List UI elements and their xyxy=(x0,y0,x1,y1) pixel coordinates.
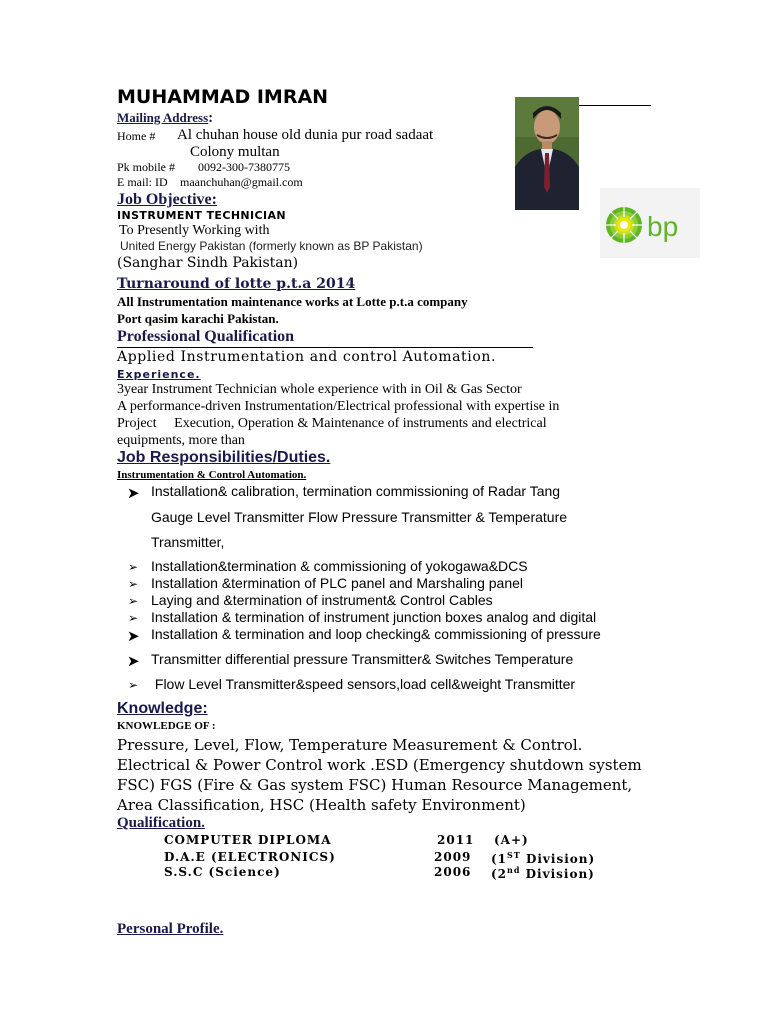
experience-heading: Experience. xyxy=(117,368,201,381)
list-item: Installation &termination of PLC panel and Marshaling panel xyxy=(151,575,524,591)
list-item: Installation& calibration, termination commissioning of Radar Tang xyxy=(151,483,561,499)
bullet-arrow-icon: ➤ xyxy=(127,654,140,670)
grade-text: (2 xyxy=(491,867,508,881)
bp-logo xyxy=(600,188,700,258)
experience-line1: 3year Instrument Technician whole experience with in Oil & Gas Sector xyxy=(117,382,522,397)
bullet-arrow-icon: ➢ xyxy=(128,577,139,591)
qualification-name: D.A.E (ELECTRONICS) xyxy=(164,850,336,864)
list-item: Gauge Level Transmitter Flow Pressure Transmitter & Temperature xyxy=(151,509,568,525)
qualification-name: COMPUTER DIPLOMA xyxy=(164,833,332,847)
objective-heading: Job Objective: xyxy=(117,191,217,208)
responsibilities-subheading: Instrumentation & Control Automation. xyxy=(117,469,307,481)
list-item: Installation & termination of instrument junction boxes analog and digital xyxy=(151,609,597,625)
grade-superscript: nd xyxy=(507,865,521,875)
mailing-heading xyxy=(117,110,213,127)
qualification-year: 2011 xyxy=(437,833,475,847)
list-item: Installation & termination and loop checking& commissioning of pressure xyxy=(151,626,601,642)
responsibilities-heading: Job Responsibilities/Duties. xyxy=(117,449,331,466)
qualification-heading: Qualification. xyxy=(117,815,205,831)
turnaround-line2: Port qasim karachi Pakistan. xyxy=(117,311,279,326)
list-item: Transmitter differential pressure Transmitter& Switches Temperature xyxy=(151,651,574,667)
qualification-grade xyxy=(491,850,595,866)
professional-heading: Professional Qualification xyxy=(117,328,295,345)
objective-line2: United Energy Pakistan (formerly known as BP Pakistan) xyxy=(120,239,423,253)
list-item: Laying and &termination of instrument& Control Cables xyxy=(151,592,493,608)
bullet-arrow-icon: ➢ xyxy=(128,560,139,574)
svg-text:bp: bp xyxy=(647,211,679,242)
knowledge-line1: Pressure, Level, Flow, Temperature Measurement & Control. xyxy=(117,736,583,754)
experience-line2: A performance-driven Instrumentation/Electrical professional with expertise in xyxy=(117,399,560,414)
experience-line4: equipments, more than xyxy=(117,433,245,448)
knowledge-label: KNOWLEDGE OF : xyxy=(117,720,216,732)
bullet-arrow-icon: ➢ xyxy=(128,594,139,608)
personal-profile-heading: Personal Profile. xyxy=(117,921,224,937)
mailing-heading-text: Mailing Address xyxy=(117,110,209,125)
email-label: E mail: ID xyxy=(117,175,168,189)
qualification-grade xyxy=(491,865,595,881)
bullet-arrow-icon: ➢ xyxy=(128,611,139,625)
knowledge-line4: Area Classification, HSC (Health safety Environment) xyxy=(117,796,526,814)
mailing-colon: : xyxy=(208,110,214,126)
home-address-line2: Colony multan xyxy=(190,144,280,160)
email-value[interactable]: maanchuhan@gmail.com xyxy=(180,175,303,189)
turnaround-heading: Turnaround of lotte p.t.a 2014 xyxy=(117,276,356,292)
qualification-year: 2009 xyxy=(434,850,472,864)
professional-underline xyxy=(117,347,533,348)
bullet-arrow-icon: ➤ xyxy=(127,629,140,645)
bullet-arrow-icon: ➢ xyxy=(128,678,139,692)
professional-text: Applied Instrumentation and control Automation. xyxy=(117,349,497,365)
bullet-arrow-icon: ➤ xyxy=(127,486,140,502)
list-item: Installation&termination & commissioning of yokogawa&DCS xyxy=(151,558,528,574)
turnaround-line1: All Instrumentation maintenance works at Lotte p.t.a company xyxy=(117,294,468,309)
grade-superscript: ST xyxy=(507,850,521,860)
qualification-name: S.S.C (Science) xyxy=(164,865,281,879)
candidate-name: MUHAMMAD IMRAN xyxy=(117,86,329,108)
list-item: Flow Level Transmitter&speed sensors,load cell&weight Transmitter xyxy=(151,676,576,692)
list-item: Transmitter, xyxy=(151,534,225,550)
knowledge-heading: Knowledge: xyxy=(117,700,208,717)
grade-text: (A+) xyxy=(494,833,529,847)
grade-suffix: Division) xyxy=(520,852,596,866)
qualification-year: 2006 xyxy=(434,865,472,879)
mobile-number: 0092-300-7380775 xyxy=(198,160,290,174)
objective-role: INSTRUMENT TECHNICIAN xyxy=(117,209,287,222)
qualification-grade xyxy=(494,833,529,847)
objective-line3: (Sanghar Sindh Pakistan) xyxy=(117,255,299,271)
objective-line1: To Presently Working with xyxy=(119,223,270,238)
profile-photo xyxy=(515,97,579,210)
grade-suffix: Division) xyxy=(520,867,595,881)
mobile-label: Pk mobile # xyxy=(117,160,176,174)
home-address-line1: Al chuhan house old dunia pur road sadaat xyxy=(177,127,434,143)
experience-line3: Project Execution, Operation & Maintenance of instruments and electrical xyxy=(117,416,547,431)
grade-text: (1 xyxy=(491,852,508,866)
knowledge-line3: FSC) FGS (Fire & Gas system FSC) Human Resource Management, xyxy=(117,776,633,794)
home-label: Home # xyxy=(117,129,156,143)
knowledge-line2: Electrical & Power Control work .ESD (Emergency shutdown system xyxy=(117,756,642,774)
